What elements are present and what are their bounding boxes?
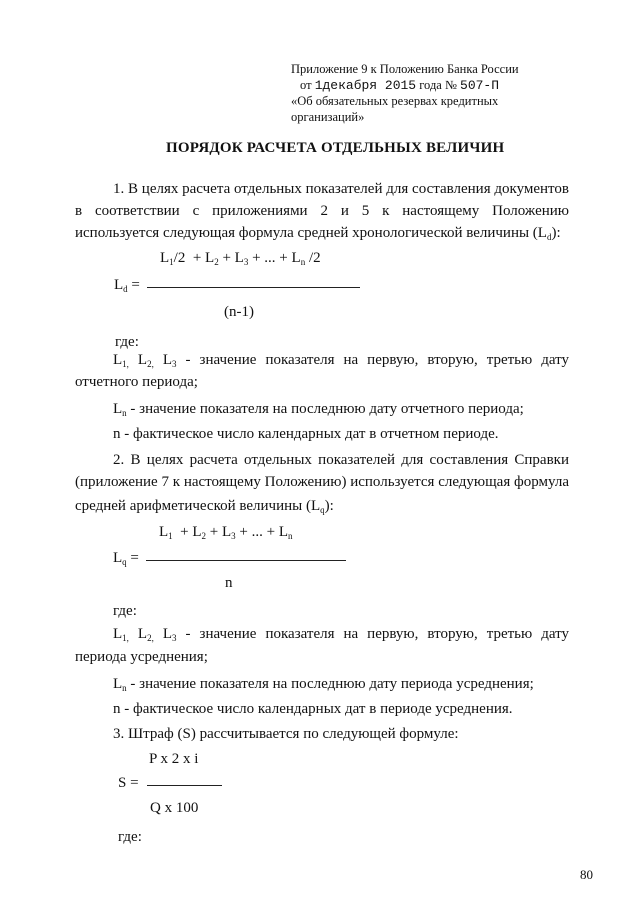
- f2-a: L: [159, 524, 169, 540]
- f1-part4: /2: [305, 250, 321, 266]
- header-line-2: [300, 78, 499, 93]
- section2-line-2: (приложение 7 к настоящему Положению) используется следующая формула: [75, 474, 569, 490]
- section1-def3: n - фактическое число календарных дат в отчетном периоде.: [113, 426, 499, 442]
- section1-def1-line1: [75, 349, 569, 371]
- s2d1-text: - значение показателя на первую, вторую, третью дату: [176, 626, 569, 642]
- d2-text: - значение показателя на последнюю дату отчетного периода;: [126, 401, 524, 417]
- f1-part1: /2 + L: [173, 250, 215, 266]
- formula1-lhs: [114, 277, 140, 294]
- f1-l1: L: [160, 250, 170, 266]
- f2-d: + ... + L: [235, 524, 289, 540]
- d1-s3: 3: [172, 359, 177, 369]
- f1-l3-sub: 3: [243, 257, 249, 267]
- section1-line-3: [75, 222, 561, 244]
- s2d1-c: L: [153, 626, 173, 642]
- header-number: 507-П: [460, 78, 500, 93]
- f2-sn: n: [288, 531, 293, 541]
- f1-l2-sub: 2: [214, 257, 219, 267]
- f1-ln-sub: n: [300, 257, 306, 267]
- f2-c: + L: [206, 524, 232, 540]
- section1-line-3-text: используется следующая формула средней хронологической величины (L: [75, 225, 547, 241]
- section1-line-2: в соответствии с приложениями 2 и 5 к настоящему Положению: [75, 203, 569, 219]
- d1-s1: 1,: [122, 359, 129, 369]
- header-year-word: года №: [419, 78, 457, 92]
- section2-line-3: [75, 495, 334, 517]
- formula1-numerator: [160, 250, 321, 267]
- s2d2-a: L: [113, 676, 123, 692]
- section1-where: где:: [115, 334, 139, 350]
- f1-part2: + L: [218, 250, 244, 266]
- f2-lhs-sub: q: [122, 557, 127, 567]
- f1-lhs-l: L: [114, 277, 124, 293]
- section1-def1: [75, 349, 569, 371]
- header-date: 1декабря 2015: [314, 78, 417, 93]
- s2d1-b: L: [128, 626, 148, 642]
- formula3-fraction-bar: [147, 785, 222, 786]
- section1-line-3-end: ):: [551, 225, 561, 241]
- f1-lhs-sub: d: [123, 284, 128, 294]
- d2-s: n: [122, 408, 127, 418]
- section3-line-1: 3. Штраф (S) рассчитывается по следующей формуле:: [113, 726, 459, 742]
- f2-s3: 3: [231, 531, 236, 541]
- page-title: ПОРЯДОК РАСЧЕТА ОТДЕЛЬНЫХ ВЕЛИЧИН: [166, 140, 505, 156]
- formula2-numerator: [159, 524, 293, 541]
- section2-line-3-sub: q: [320, 505, 325, 515]
- f2-eq: =: [130, 550, 139, 566]
- f2-s2: 2: [201, 531, 207, 541]
- f1-part3: + ... + L: [248, 250, 301, 266]
- s2d1-a: L: [113, 626, 123, 642]
- formula3-lhs: S =: [118, 775, 139, 791]
- section2-def1-line2: периода усреднения;: [75, 649, 208, 665]
- page-number: 80: [580, 867, 593, 882]
- section2-line-1: 2. В целях расчета отдельных показателей для составления Справки: [113, 452, 569, 468]
- section1-def2: [113, 398, 524, 420]
- formula2-fraction-bar: [146, 560, 346, 561]
- f2-lhs-l: L: [113, 550, 123, 566]
- f2-b: + L: [172, 524, 202, 540]
- section2-paragraph: [75, 449, 569, 493]
- header-line-4: организаций»: [291, 110, 365, 124]
- section2-line-3-text: средней арифметической величины (L: [75, 498, 321, 514]
- s2d2-text: - значение показателя на последнюю дату периода усреднения;: [126, 676, 534, 692]
- d1-s2: 2,: [147, 359, 154, 369]
- header-line-1: Приложение 9 к Положению Банка России: [291, 62, 519, 76]
- section1-line-3-sub: d: [546, 232, 552, 242]
- s2d2-s: n: [122, 683, 127, 693]
- formula1-fraction-bar: [147, 287, 360, 288]
- section2-def3: n - фактическое число календарных дат в периоде усреднения.: [113, 701, 513, 717]
- section1-def1-line2: отчетного периода;: [75, 374, 198, 390]
- formula2-denominator: n: [225, 575, 233, 591]
- section1-line-1: 1. В целях расчета отдельных показателей для составления документов: [113, 181, 569, 197]
- formula3-denominator: Q x 100: [150, 800, 199, 816]
- f2-s1: 1: [168, 531, 173, 541]
- formula3-numerator: P x 2 x i: [149, 751, 199, 767]
- s2d1-s1: 1,: [122, 633, 129, 643]
- d1-b: L: [128, 352, 148, 368]
- s2d1-s3: 3: [172, 633, 177, 643]
- section3-where: где:: [118, 829, 142, 845]
- section2-def1-line1: [75, 623, 569, 645]
- s2d1-s2: 2,: [147, 633, 154, 643]
- formula2-lhs: [113, 550, 139, 567]
- section2-def2: [113, 673, 534, 695]
- section2-line-3-end: ):: [324, 498, 334, 514]
- formula1-denominator: (n-1): [224, 304, 254, 320]
- section2-def1: [75, 623, 569, 645]
- section2-where: где:: [113, 603, 137, 619]
- section1-paragraph: [75, 178, 569, 222]
- header-from: от: [300, 78, 312, 92]
- f1-eq: =: [131, 277, 140, 293]
- d1-text: - значение показателя на первую, вторую, третью дату: [176, 352, 569, 368]
- d2-a: L: [113, 401, 123, 417]
- d1-c: L: [153, 352, 173, 368]
- f1-l1-sub: 1: [169, 257, 174, 267]
- d1-a: L: [113, 352, 123, 368]
- header-line-3: «Об обязательных резервах кредитных: [291, 94, 499, 108]
